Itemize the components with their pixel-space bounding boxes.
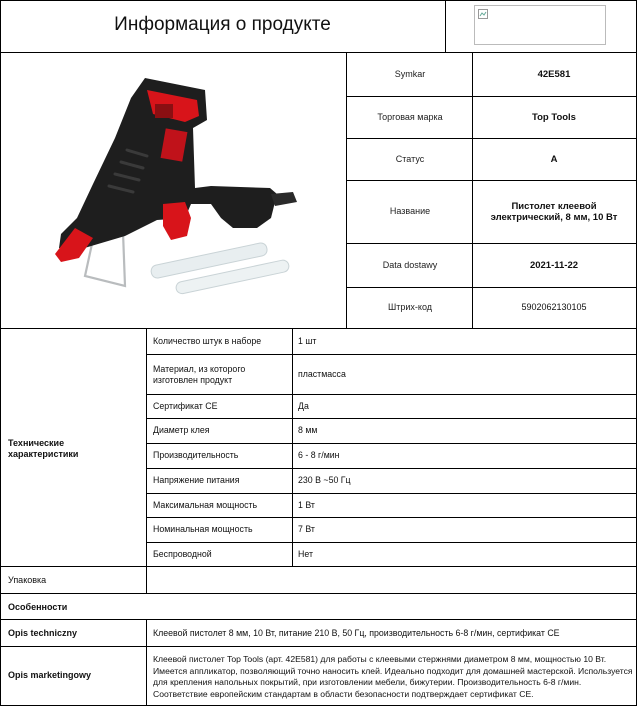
features-label: Особенности — [8, 602, 68, 612]
info-label: Статус — [395, 153, 425, 164]
opis-marketingowy-label: Opis marketingowy — [8, 670, 92, 680]
tech-value: Да — [298, 400, 309, 411]
tech-value: пластмасса — [298, 368, 346, 379]
info-label: Торговая марка — [377, 111, 443, 122]
packaging-value-cell — [146, 566, 637, 594]
features-cell — [0, 593, 637, 620]
opis-techniczny-label: Opis techniczny — [8, 628, 78, 638]
tech-section-label: Технические характеристики — [8, 438, 79, 459]
tech-value: 6 - 8 г/мин — [298, 450, 340, 460]
page-title: Информация о продукте — [114, 14, 331, 35]
packaging-label: Упаковка — [8, 575, 47, 585]
info-value: A — [550, 153, 558, 165]
brand-logo — [474, 5, 606, 45]
tech-label: Производительность — [153, 450, 239, 460]
tech-value-cell — [292, 418, 637, 444]
info-value: Top Tools — [532, 111, 576, 123]
glue-stick-icon — [150, 242, 290, 295]
info-label: Data dostawy — [382, 259, 438, 270]
tech-value-cell — [292, 394, 637, 419]
opis-techniczny-value: Клеевой пистолет 8 мм, 10 Вт, питание 210 В, 50 Гц, производительность 6-8 г/мин, сертификат CE — [153, 628, 560, 638]
tech-value-cell — [292, 517, 637, 543]
info-label: Symkar — [394, 68, 426, 79]
info-label: Штрих-код — [388, 302, 432, 312]
tech-value: 1 шт — [298, 335, 317, 346]
tech-label: Беспроводной — [153, 548, 212, 559]
tech-value: 7 Вт — [298, 524, 315, 534]
tech-value: 8 мм — [298, 425, 318, 435]
tech-label: Материал, из которого изготовлен продукт — [153, 363, 246, 385]
info-value: Пистолет клеевой электрический, 8 мм, 10 Вт — [490, 201, 618, 223]
tech-value: 1 Вт — [298, 499, 315, 510]
tech-label: Количество штук в наборе — [153, 335, 262, 346]
info-value: 5902062130105 — [521, 302, 587, 312]
tech-label: Номинальная мощность — [153, 524, 253, 534]
tech-label: Максимальная мощность — [153, 499, 258, 510]
tech-value-cell — [292, 493, 637, 518]
tech-label: Сертификат CE — [153, 400, 218, 411]
info-value: 2021-11-22 — [529, 259, 579, 271]
tech-label: Напряжение питания — [153, 475, 240, 485]
glue-gun-image — [35, 68, 310, 298]
tech-label: Диаметр клея — [153, 425, 210, 435]
broken-image-icon — [478, 9, 488, 19]
opis-marketingowy-value: Клеевой пистолет Top Tools (арт. 42E581) для работы с клеевыми стержнями диаметром 8 мм, мощностью 10 Вт. Имеется аппликатор, позволяющий точно наносить клей. Идеально подходит для домашней мастерской. Используется для крепления напольных покрытий, при изготовлении мебели, бижутерии. Производительность 6-8 г/мин. Соответствие европейским стандартам в области безопасности подтверждает сертификат CE. — [153, 654, 633, 699]
tech-value-cell — [292, 328, 637, 355]
tech-value: Нет — [298, 548, 313, 559]
tech-value-cell — [292, 443, 637, 469]
tech-value: 230 В ~50 Гц — [298, 475, 351, 485]
info-value: 42E581 — [537, 68, 571, 80]
tech-value-cell — [292, 542, 637, 567]
info-label: Название — [389, 206, 431, 216]
